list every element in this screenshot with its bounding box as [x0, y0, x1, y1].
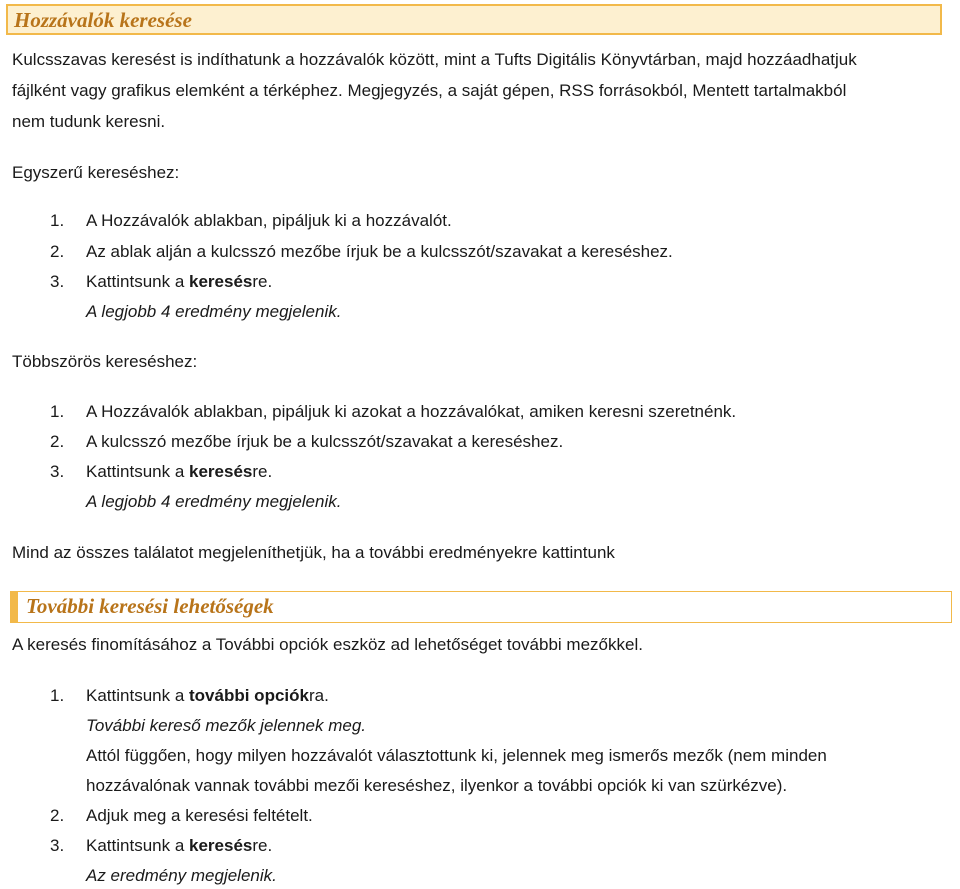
multi-step-3-text: Kattintsunk a keresésre. — [86, 462, 273, 481]
more-step-3-result: Az eredmény megjelenik. — [86, 866, 277, 885]
all-results-note: Mind az összes találatot megjeleníthetjük, ha a további eredményekre kattintunk — [12, 543, 615, 562]
multi-step-3-number: 3. — [50, 462, 65, 481]
more-step-1-number: 1. — [50, 686, 65, 705]
intro-line-1: Kulcsszavas keresést is indíthatunk a hozzávalók között, mint a Tufts Digitális Könyvtárban, majd hozzáadhatjuk — [12, 50, 857, 69]
section-heading-more-options: További keresési lehetőségek — [10, 591, 952, 623]
more-step-2-text: Adjuk meg a keresési feltételt. — [86, 806, 313, 825]
multi-step-1-number: 1. — [50, 402, 65, 421]
more-step-1-note-line-1: Attól függően, hogy milyen hozzávalót választottunk ki, jelennek meg ismerős mezők (nem minden — [86, 746, 827, 765]
more-step-1-note-line-2: hozzávalónak vannak további mezői kereséshez, ilyenkor a további opciók ki van szürkézve). — [86, 776, 788, 795]
multi-step-2-number: 2. — [50, 432, 65, 451]
multi-search-title: Többszörös kereséshez: — [12, 352, 198, 371]
simple-step-3-number: 3. — [50, 272, 65, 291]
simple-step-2-number: 2. — [50, 242, 65, 261]
intro-line-2: fájlként vagy grafikus elemként a térképhez. Megjegyzés, a saját gépen, RSS forrásokból, Mentett tartalmakból — [12, 81, 847, 100]
more-step-2-number: 2. — [50, 806, 65, 825]
multi-result: A legjobb 4 eredmény megjelenik. — [86, 492, 342, 511]
section-heading-ingredient-search: Hozzávalók keresése — [6, 4, 942, 35]
simple-step-1-number: 1. — [50, 211, 65, 230]
more-step-3-number: 3. — [50, 836, 65, 855]
search-keyword: keresés — [189, 272, 253, 291]
multi-step-2-text: A kulcsszó mezőbe írjuk be a kulcsszót/szavakat a kereséshez. — [86, 432, 564, 451]
search-keyword: keresés — [189, 462, 253, 481]
multi-step-1-text: A Hozzávalók ablakban, pipáljuk ki azokat a hozzávalókat, amiken keresni szeretnénk. — [86, 402, 737, 421]
simple-step-2-text: Az ablak alján a kulcsszó mezőbe írjuk be a kulcsszót/szavakat a kereséshez. — [86, 242, 673, 261]
refine-paragraph: A keresés finomításához a További opciók eszköz ad lehetőséget további mezőkkel. — [12, 635, 643, 654]
search-keyword: keresés — [189, 836, 253, 855]
more-step-1-result: További kereső mezők jelennek meg. — [86, 716, 367, 735]
simple-step-3-text: Kattintsunk a keresésre. — [86, 272, 273, 291]
more-options-keyword: további opciók — [189, 686, 309, 705]
intro-line-3: nem tudunk keresni. — [12, 112, 166, 131]
more-step-3-text: Kattintsunk a keresésre. — [86, 836, 273, 855]
simple-result: A legjobb 4 eredmény megjelenik. — [86, 302, 342, 321]
simple-search-title: Egyszerű kereséshez: — [12, 163, 180, 182]
more-step-1-text: Kattintsunk a további opciókra. — [86, 686, 329, 705]
simple-step-1-text: A Hozzávalók ablakban, pipáljuk ki a hozzávalót. — [86, 211, 452, 230]
